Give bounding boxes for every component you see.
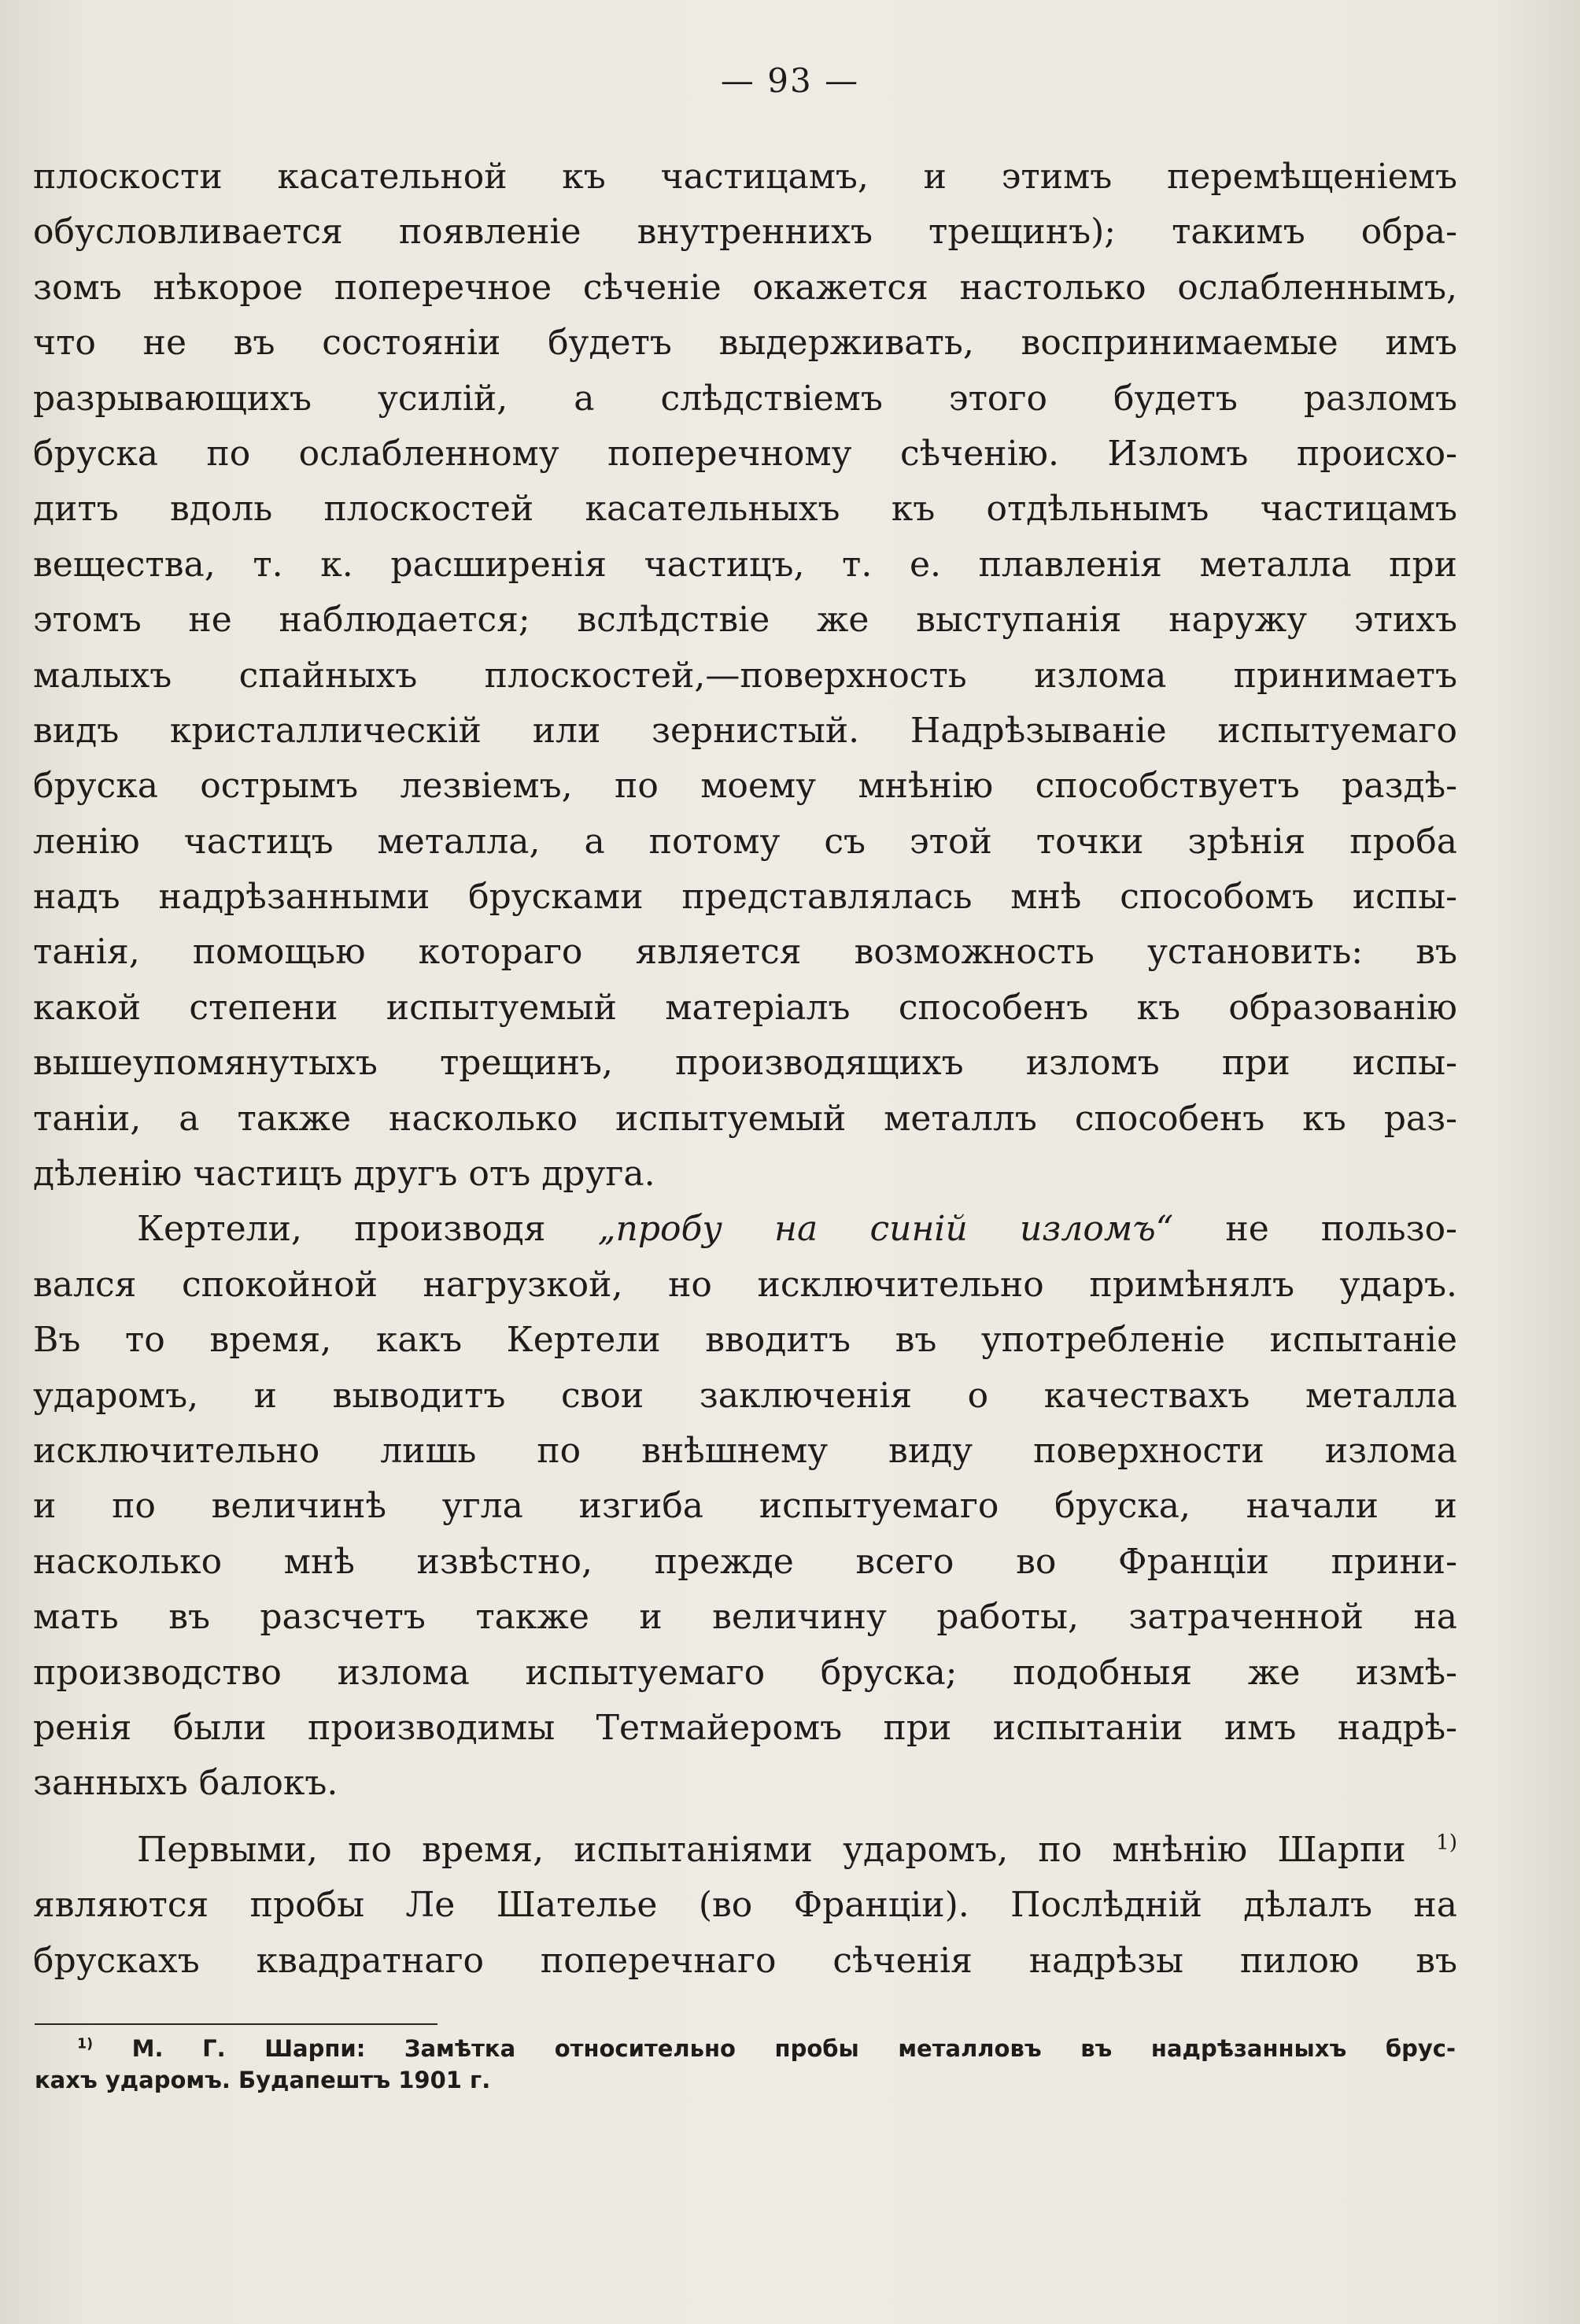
- text-line: вался спокойной нагрузкой, но исключительно примѣнялъ ударъ.: [33, 1264, 1457, 1305]
- paragraph-first-line: [33, 1823, 1457, 1878]
- footnote-marker[interactable]: 1): [1435, 1830, 1457, 1855]
- text-line: что не въ состояніи будетъ выдерживать, воспринимаемые имъ: [33, 323, 1457, 364]
- italic-phrase: „пробу на синій изломъ“: [597, 1209, 1174, 1250]
- text-line: таніи, а также насколько испытуемый металлъ способенъ къ раз-: [33, 1098, 1457, 1139]
- text-line: бруска острымъ лезвіемъ, по моему мнѣнію способствуетъ раздѣ-: [33, 766, 1457, 807]
- footnote-text: М. Г. Шарпи: Замѣтка относительно пробы металловъ въ надрѣзанныхъ брус-: [93, 2035, 1456, 2062]
- footnote: [35, 2033, 1456, 2096]
- text-line: занныхъ балокъ.: [33, 1763, 338, 1804]
- text-line: зомъ нѣкорое поперечное сѣченіе окажется настолько ослабленнымъ,: [33, 267, 1457, 308]
- footnote-line: кахъ ударомъ. Будапештъ 1901 г.: [35, 2067, 491, 2093]
- text-line: вышеупомянутыхъ трещинъ, производящихъ изломъ при испы-: [33, 1043, 1457, 1084]
- text-line: обусловливается появленіе внутреннихъ трещинъ); такимъ обра-: [33, 212, 1457, 253]
- text-line: ударомъ, и выводитъ свои заключенія о качествахъ металла: [33, 1375, 1457, 1416]
- paragraph-first-line: [33, 1202, 1457, 1257]
- text-span: Кертели, производя: [137, 1209, 598, 1250]
- text-line: исключительно лишь по внѣшнему виду поверхности излома: [33, 1430, 1457, 1471]
- text-line: какой степени испытуемый матеріалъ способенъ къ образованію: [33, 987, 1457, 1028]
- text-span: Первыми, по время, испытаніями ударомъ, по мнѣнію Шарпи: [137, 1829, 1436, 1870]
- text-line: брускахъ квадратнаго поперечнаго сѣченія надрѣзы пилою въ: [33, 1940, 1457, 1981]
- text-line: являются пробы Ле Шателье (во Франціи). Послѣдній дѣлалъ на: [33, 1885, 1457, 1926]
- text-line: Въ то время, какъ Кертели вводитъ въ употребленіе испытаніе: [33, 1320, 1457, 1361]
- text-line: танія, помощью котораго является возможность установить: въ: [33, 932, 1457, 973]
- body-text: [33, 150, 1457, 1989]
- text-line: ренія были производимы Тетмайеромъ при испытаніи имъ надрѣ-: [33, 1707, 1457, 1748]
- text-line: дитъ вдоль плоскостей касательныхъ къ отдѣльнымъ частицамъ: [33, 489, 1457, 530]
- text-line: надъ надрѣзанными брусками представлялась мнѣ способомъ испы-: [33, 877, 1457, 918]
- text-line: видъ кристаллическій или зернистый. Надрѣзываніе испытуемаго: [33, 710, 1457, 751]
- text-line: и по величинѣ угла изгиба испытуемаго бруска, начали и: [33, 1486, 1457, 1527]
- text-line: ленію частицъ металла, а потому съ этой точки зрѣнія проба: [33, 821, 1457, 862]
- footnote-line: [77, 2033, 1456, 2064]
- text-line: разрывающихъ усилій, а слѣдствіемъ этого будетъ разломъ: [33, 378, 1457, 419]
- text-line: малыхъ спайныхъ плоскостей,—поверхность излома принимаетъ: [33, 655, 1457, 696]
- text-line: мать въ разсчетъ также и величину работы, затраченной на: [33, 1597, 1457, 1638]
- footnote-divider: [35, 2023, 437, 2025]
- footnote-number: 1): [77, 2036, 94, 2052]
- text-line: плоскости касательной къ частицамъ, и этимъ перемѣщеніемъ: [33, 157, 1457, 197]
- page-number: — 93 —: [720, 61, 860, 100]
- text-line: дѣленію частицъ другъ отъ друга.: [33, 1154, 655, 1195]
- text-line: производство излома испытуемаго бруска; подобныя же измѣ-: [33, 1652, 1457, 1693]
- text-span: не пользо-: [1173, 1209, 1457, 1250]
- text-line: вещества, т. к. расширенія частицъ, т. е. плавленія металла при: [33, 544, 1457, 585]
- text-line: этомъ не наблюдается; вслѣдствіе же выступанія наружу этихъ: [33, 600, 1457, 641]
- text-line: бруска по ослабленному поперечному сѣченію. Изломъ происхо-: [33, 433, 1457, 474]
- text-line: насколько мнѣ извѣстно, прежде всего во Франціи прини-: [33, 1541, 1457, 1582]
